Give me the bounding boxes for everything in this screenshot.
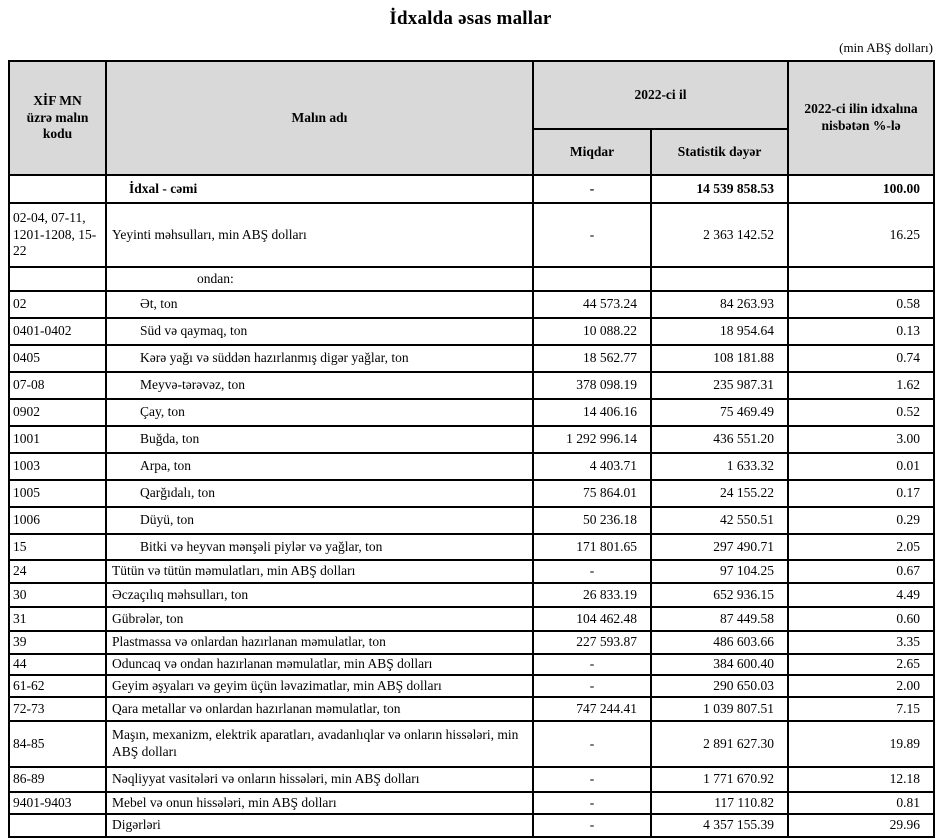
table-row: [9, 767, 934, 792]
quantity-cell: 75 864.01: [533, 480, 651, 507]
name-cell: Bitki və heyvan mənşəli piylər və yağlar, ton: [106, 534, 533, 560]
stat-value-cell: 2 891 627.30: [651, 721, 788, 767]
stat-value-cell: 486 603.66: [651, 631, 788, 654]
share-cell: 1.62: [788, 372, 934, 399]
quantity-cell: 26 833.19: [533, 583, 651, 607]
name-cell: Çay, ton: [106, 399, 533, 426]
quantity-cell: 747 244.41: [533, 697, 651, 721]
share-cell: 0.17: [788, 480, 934, 507]
table-row: [9, 583, 934, 607]
name-cell: Süd və qaymaq, ton: [106, 318, 533, 345]
quantity-cell: -: [533, 792, 651, 814]
share-cell: 4.49: [788, 583, 934, 607]
quantity-cell: 378 098.19: [533, 372, 651, 399]
name-cell: Qara metallar və onlardan hazırlanan məmulatlar, ton: [106, 697, 533, 721]
stat-value-cell: 436 551.20: [651, 426, 788, 453]
stat-value-cell: 1 771 670.92: [651, 767, 788, 792]
code-cell: 02-04, 07-11, 1201-1208, 15-22: [9, 203, 106, 267]
code-cell: 0405: [9, 345, 106, 372]
stat-value-cell: 84 263.93: [651, 291, 788, 318]
table-row: [9, 631, 934, 654]
name-cell: Əczaçılıq məhsulları, ton: [106, 583, 533, 607]
name-cell: Mebel və onun hissələri, min ABŞ dolları: [106, 792, 533, 814]
table-row: [9, 267, 934, 291]
name-cell: Qarğıdalı, ton: [106, 480, 533, 507]
stat-value-cell: 652 936.15: [651, 583, 788, 607]
share-cell: 12.18: [788, 767, 934, 792]
share-cell: 29.96: [788, 814, 934, 837]
stat-value-cell: 297 490.71: [651, 534, 788, 560]
table-row: [9, 560, 934, 583]
stat-value-cell: 1 039 807.51: [651, 697, 788, 721]
quantity-cell: 227 593.87: [533, 631, 651, 654]
header-year-group: 2022-ci il: [533, 61, 788, 129]
header-name: Malın adı: [106, 61, 533, 175]
code-cell: 30: [9, 583, 106, 607]
name-cell: Düyü, ton: [106, 507, 533, 534]
table-row: [9, 399, 934, 426]
table-row: [9, 675, 934, 697]
name-cell: Digərləri: [106, 814, 533, 837]
code-cell: 61-62: [9, 675, 106, 697]
table-row: [9, 507, 934, 534]
stat-value-cell: 235 987.31: [651, 372, 788, 399]
table-row: [9, 534, 934, 560]
name-cell: Meyvə-tərəvəz, ton: [106, 372, 533, 399]
share-cell: 0.52: [788, 399, 934, 426]
stat-value-cell: 117 110.82: [651, 792, 788, 814]
share-cell: [788, 267, 934, 291]
share-cell: 100.00: [788, 175, 934, 203]
table-row: [9, 426, 934, 453]
name-cell: Nəqliyyat vasitələri və onların hissələri, min ABŞ dolları: [106, 767, 533, 792]
quantity-cell: -: [533, 560, 651, 583]
unit-note: (min ABŞ dolları): [839, 40, 933, 55]
table-row: [9, 721, 934, 767]
table-row: [9, 480, 934, 507]
quantity-cell: 44 573.24: [533, 291, 651, 318]
name-cell: İdxal - cəmi: [106, 175, 533, 203]
quantity-cell: 104 462.48: [533, 607, 651, 631]
share-cell: 2.00: [788, 675, 934, 697]
table-header: [9, 61, 934, 175]
code-cell: 0902: [9, 399, 106, 426]
quantity-cell: -: [533, 721, 651, 767]
code-cell: 0401-0402: [9, 318, 106, 345]
quantity-cell: -: [533, 675, 651, 697]
quantity-cell: -: [533, 175, 651, 203]
stat-value-cell: 24 155.22: [651, 480, 788, 507]
stat-value-cell: 14 539 858.53: [651, 175, 788, 203]
code-cell: 9401-9403: [9, 792, 106, 814]
name-cell: Arpa, ton: [106, 453, 533, 480]
share-cell: 16.25: [788, 203, 934, 267]
code-cell: 86-89: [9, 767, 106, 792]
quantity-cell: -: [533, 814, 651, 837]
share-cell: 0.58: [788, 291, 934, 318]
share-cell: 3.00: [788, 426, 934, 453]
table-row: [9, 291, 934, 318]
table-row: [9, 607, 934, 631]
header-share: 2022-ci ilin idxalına nisbətən %-lə: [788, 61, 934, 175]
stat-value-cell: 1 633.32: [651, 453, 788, 480]
quantity-cell: 1 292 996.14: [533, 426, 651, 453]
code-cell: 07-08: [9, 372, 106, 399]
name-cell: Ət, ton: [106, 291, 533, 318]
name-cell: Buğda, ton: [106, 426, 533, 453]
header-stat-value: Statistik dəyər: [651, 129, 788, 175]
name-cell: Plastmassa və onlardan hazırlanan məmulatlar, ton: [106, 631, 533, 654]
stat-value-cell: 384 600.40: [651, 654, 788, 675]
name-cell: Oduncaq və ondan hazırlanan məmulatlar, min ABŞ dolları: [106, 654, 533, 675]
page-title: İdxalda əsas mallar: [389, 8, 552, 29]
stat-value-cell: 42 550.51: [651, 507, 788, 534]
share-cell: 0.29: [788, 507, 934, 534]
stat-value-cell: 75 469.49: [651, 399, 788, 426]
share-cell: 3.35: [788, 631, 934, 654]
quantity-cell: [533, 267, 651, 291]
stat-value-cell: 97 104.25: [651, 560, 788, 583]
code-cell: 1001: [9, 426, 106, 453]
quantity-cell: 14 406.16: [533, 399, 651, 426]
stat-value-cell: 2 363 142.52: [651, 203, 788, 267]
table-body: [9, 175, 934, 837]
share-cell: 0.81: [788, 792, 934, 814]
share-cell: 0.74: [788, 345, 934, 372]
quantity-cell: 18 562.77: [533, 345, 651, 372]
name-cell: Gübrələr, ton: [106, 607, 533, 631]
table-row: [9, 175, 934, 203]
code-cell: [9, 175, 106, 203]
share-cell: 0.67: [788, 560, 934, 583]
table-row: [9, 318, 934, 345]
code-cell: 1005: [9, 480, 106, 507]
name-cell: Yeyinti məhsulları, min ABŞ dolları: [106, 203, 533, 267]
code-cell: 1006: [9, 507, 106, 534]
stat-value-cell: 87 449.58: [651, 607, 788, 631]
quantity-cell: -: [533, 767, 651, 792]
code-cell: 02: [9, 291, 106, 318]
code-cell: 31: [9, 607, 106, 631]
name-cell: Geyim əşyaları və geyim üçün ləvazimatlar, min ABŞ dolları: [106, 675, 533, 697]
table-row: [9, 654, 934, 675]
code-cell: 1003: [9, 453, 106, 480]
name-cell: Tütün və tütün məmulatları, min ABŞ dolları: [106, 560, 533, 583]
table-row: [9, 792, 934, 814]
quantity-cell: 4 403.71: [533, 453, 651, 480]
table-row: [9, 453, 934, 480]
stat-value-cell: 18 954.64: [651, 318, 788, 345]
stat-value-cell: 4 357 155.39: [651, 814, 788, 837]
header-code: XİF MN üzrə malın kodu: [9, 61, 106, 175]
table-row: [9, 345, 934, 372]
share-cell: 0.01: [788, 453, 934, 480]
code-cell: [9, 267, 106, 291]
table-row: [9, 814, 934, 837]
quantity-cell: 50 236.18: [533, 507, 651, 534]
table-row: [9, 203, 934, 267]
quantity-cell: -: [533, 203, 651, 267]
stat-value-cell: 290 650.03: [651, 675, 788, 697]
imports-table: [8, 60, 935, 838]
share-cell: 19.89: [788, 721, 934, 767]
table-row: [9, 372, 934, 399]
share-cell: 2.05: [788, 534, 934, 560]
name-cell: ondan:: [106, 267, 533, 291]
code-cell: 44: [9, 654, 106, 675]
share-cell: 0.60: [788, 607, 934, 631]
quantity-cell: 171 801.65: [533, 534, 651, 560]
code-cell: [9, 814, 106, 837]
code-cell: 15: [9, 534, 106, 560]
code-cell: 24: [9, 560, 106, 583]
code-cell: 72-73: [9, 697, 106, 721]
quantity-cell: 10 088.22: [533, 318, 651, 345]
table-row: [9, 697, 934, 721]
name-cell: Maşın, mexanizm, elektrik aparatları, avadanlıqlar və onların hissələri, min ABŞ dolları: [106, 721, 533, 767]
header-quantity: Miqdar: [533, 129, 651, 175]
name-cell: Kərə yağı və süddən hazırlanmış digər yağlar, ton: [106, 345, 533, 372]
code-cell: 84-85: [9, 721, 106, 767]
share-cell: 2.65: [788, 654, 934, 675]
stat-value-cell: 108 181.88: [651, 345, 788, 372]
share-cell: 0.13: [788, 318, 934, 345]
code-cell: 39: [9, 631, 106, 654]
quantity-cell: -: [533, 654, 651, 675]
stat-value-cell: [651, 267, 788, 291]
share-cell: 7.15: [788, 697, 934, 721]
